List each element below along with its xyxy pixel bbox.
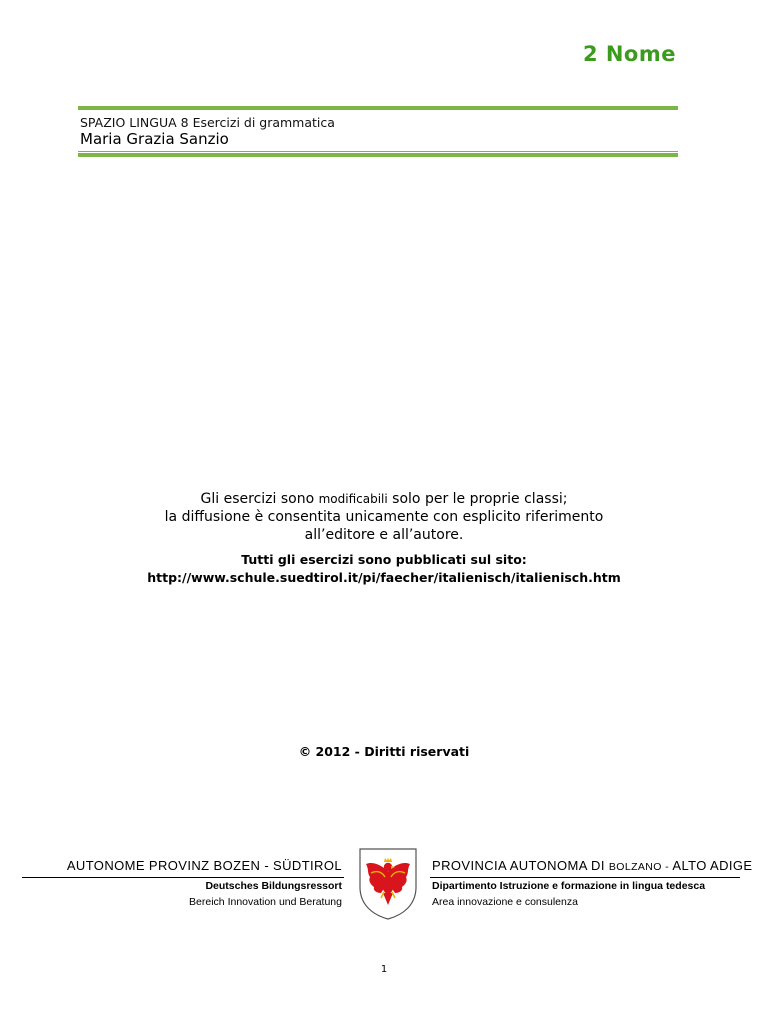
header-rule-thin xyxy=(78,151,678,152)
copyright: © 2012 - Diritti riservati xyxy=(298,744,470,759)
footer-left-department: Deutsches Bildungsressort xyxy=(205,880,342,892)
notice-small-word: modificabili xyxy=(318,492,388,506)
footer-left-area: Bereich Innovation und Beratung xyxy=(189,896,342,908)
site-info xyxy=(0,551,768,587)
footer-right-area: Area innovazione e consulenza xyxy=(432,896,578,908)
site-intro: Tutti gli esercizi sono pubblicati sul sito: xyxy=(241,552,527,567)
notice-line-3: all’editore e all’autore. xyxy=(304,527,464,543)
footer-left-heading: AUTONOME PROVINZ BOZEN - SÜDTIROL xyxy=(66,858,342,873)
footer-right-department: Dipartimento Istruzione e formazione in lingua tedesca xyxy=(432,880,706,892)
header-rule-top xyxy=(78,106,678,110)
usage-notice xyxy=(0,490,768,544)
footer-rule-right xyxy=(430,877,740,878)
footer-right-heading: PROVINCIA AUTONOMA DI BOLZANO - ALTO ADIGE xyxy=(432,858,753,873)
page-number: 1 xyxy=(380,964,388,975)
author-name: Maria Grazia Sanzio xyxy=(80,130,229,148)
notice-line-1: Gli esercizi sono modificabili solo per le proprie classi; xyxy=(200,491,568,507)
chapter-title: 2 Nome xyxy=(582,42,676,66)
footer-rule-left xyxy=(22,877,344,878)
eagle-crest-icon xyxy=(357,847,419,921)
site-url[interactable]: http://www.schule.suedtirol.it/pi/faecher/italienisch/italienisch.htm xyxy=(147,570,621,585)
series-line: SPAZIO LINGUA 8 Esercizi di grammatica xyxy=(80,115,335,130)
header-rule-bottom xyxy=(78,153,678,157)
notice-line-2: la diffusione è consentita unicamente con esplicito riferimento xyxy=(164,509,604,525)
